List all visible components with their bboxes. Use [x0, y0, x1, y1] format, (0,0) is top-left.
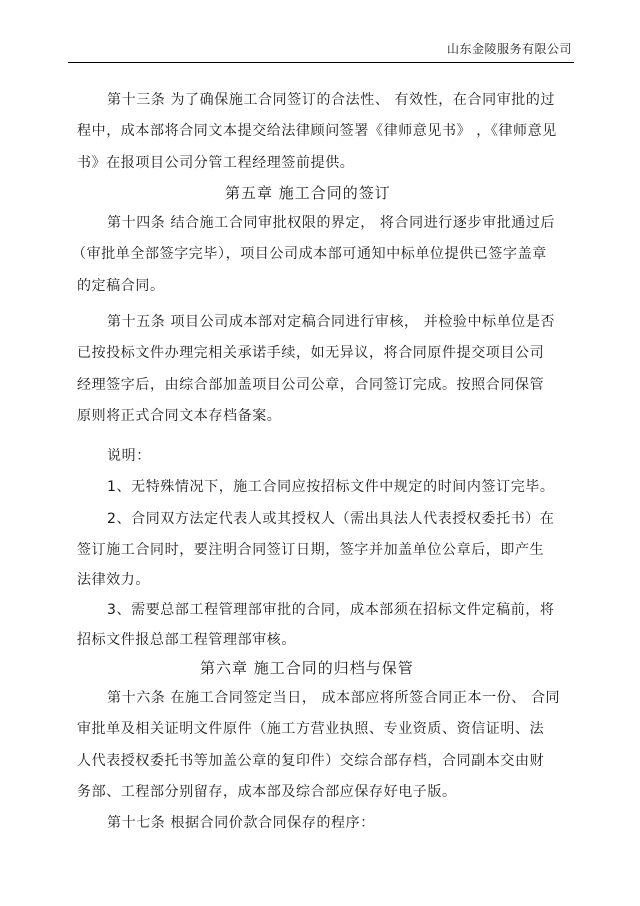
company-header: 山东金陵服务有限公司 [446, 42, 572, 56]
header-divider [68, 62, 574, 63]
chapter-5-heading: 第五章 施工合同的签订 [225, 184, 391, 202]
article-16-line-2: 审批单及相关证明文件原件（施工方营业执照、专业资质、资信证明、法 [77, 721, 545, 737]
article-13-line-1: 第十三条 为了确保施工合同签订的合法性、 有效性，在合同审批的过 [107, 92, 556, 108]
article-13-line-3: 书》在报项目公司分管工程经理签前提供。 [77, 155, 355, 171]
article-14-line-1: 第十四条 结合施工合同审批权限的界定， 将合同进行逐步审批通过后 [107, 215, 556, 231]
article-16-line-3: 人代表授权委托书等加盖公章的复印件）交综合部存档，合同副本交由财 [77, 753, 545, 769]
article-15-line-3: 经理签字后，由综合部加盖项目公司公章，合同签订完成。按照合同保管 [77, 377, 545, 393]
note-2-line-3: 法律效力。 [77, 572, 150, 588]
note-2-line-1: 2、合同双方法定代表人或其授权人（需出具法人代表授权委托书）在 [107, 511, 555, 527]
article-14-line-3: 的定稿合同。 [77, 278, 165, 294]
article-15-line-4: 原则将正式合同文本存档备案。 [77, 408, 282, 424]
article-15-line-1: 第十五条 项目公司成本部对定稿合同进行审核， 并检验中标单位是否 [107, 314, 556, 330]
article-16-line-1: 第十六条 在施工合同签定当日， 成本部应将所签合同正本一份、 合同 [107, 690, 561, 706]
article-15-line-2: 已按投标文件办理完相关承诺手续，如无异议，将合同原件提交项目公司 [77, 345, 545, 361]
article-14-line-2: （审批单全部签字完毕），项目公司成本部可通知中标单位提供已签字盖章 [72, 246, 547, 262]
notes-label: 说明： [107, 448, 151, 464]
note-3-line-1: 3、需要总部工程管理部审批的合同，成本部须在招标文件定稿前，将 [107, 602, 555, 618]
article-17-line-1: 第十七条 根据合同价款合同保存的程序： [107, 815, 375, 831]
article-13-line-2: 程中，成本部将合同文本提交给法律顾问签署《律师意见书》 ，《律师意见 [77, 123, 557, 139]
note-3-line-2: 招标文件报总部工程管理部审核。 [77, 632, 296, 648]
note-2-line-2: 签订施工合同时，要注明合同签订日期，签字并加盖单位公章后，即产生 [77, 542, 545, 558]
chapter-6-heading: 第六章 施工合同的归档与保管 [200, 659, 414, 677]
note-1: 1、无特殊情况下，施工合同应按招标文件中规定的时间内签订完毕。 [107, 479, 555, 495]
article-16-line-4: 务部、工程部分别留存，成本部及综合部应保存好电子版。 [77, 784, 457, 800]
